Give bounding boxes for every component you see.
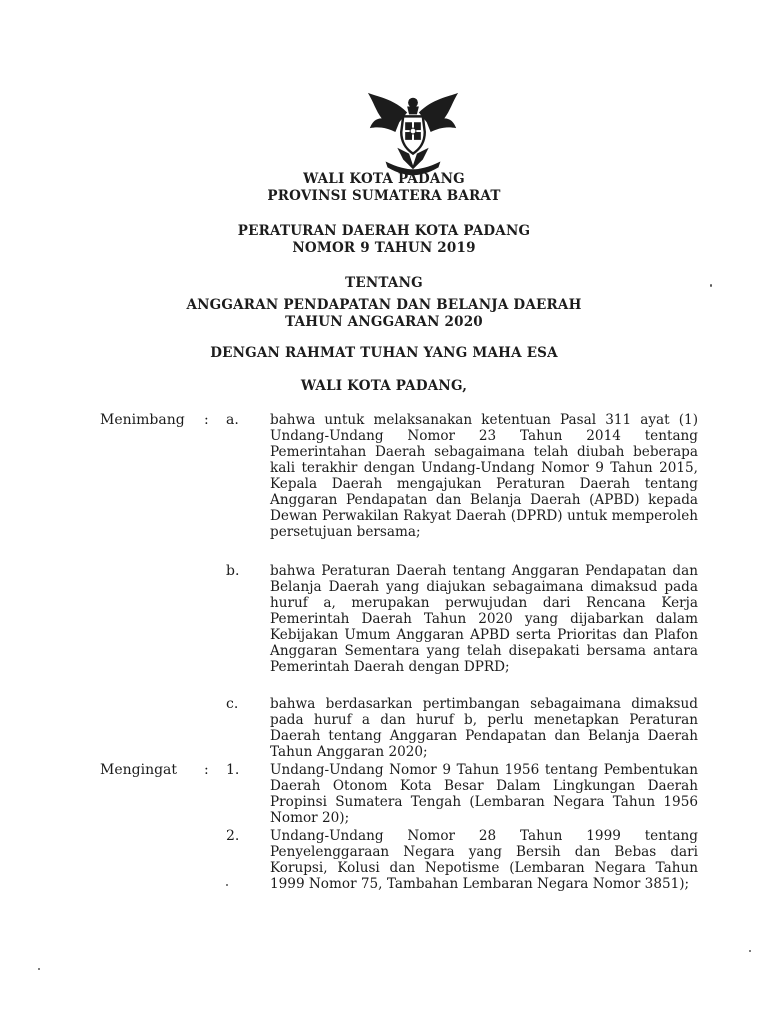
authority-line: WALI KOTA PADANG, [300,378,468,394]
invocation: DENGAN RAHMAT TUHAN YANG MAHA ESA [210,345,558,361]
scan-speck [710,284,712,287]
menimbang-colon: : [204,412,209,428]
tentang-heading: TENTANG [345,275,423,291]
regulation-title: PERATURAN DAERAH KOTA PADANG [237,223,531,239]
mengingat-colon: : [204,762,209,778]
mengingat-item-2: Undang-Undang Nomor 28 Tahun 1999 tentang Penyelenggaraan Negara yang Bersih dan Bebas dari Korupsi, Kolusi dan Nepotisme (Lembaran Negara Tahun 1999 Nomor 75, Tambahan Lembaran Negara Nomor 3851); [270,828,698,892]
menimbang-marker-c: c. [226,696,239,712]
mengingat-label: Mengingat [100,762,178,778]
menimbang-item-a: bahwa untuk melaksanakan ketentuan Pasal 311 ayat (1) Undang-Undang Nomor 23 Tahun 2014 tentang Pemerintahan Daerah sebagaimana telah diubah beberapa kali terakhir dengan Undang-Undang Nomor 9 Tahun 2015, Kepala Daerah mengajukan Peraturan Daerah tentang Anggaran Pendapatan dan Belanja Daerah (APBD) kepada Dewan Perwakilan Rakyat Daerah (DPRD) untuk memperoleh persetujuan bersama; [270,412,698,540]
mengingat-marker-2: 2. [226,828,240,844]
menimbang-marker-b: b. [226,563,240,579]
subject-line-1: ANGGARAN PENDAPATAN DAN BELANJA DAERAH [186,297,582,313]
menimbang-label: Menimbang [100,412,185,428]
menimbang-item-b: bahwa Peraturan Daerah tentang Anggaran Pendapatan dan Belanja Daerah yang diajukan sebagaimana dimaksud pada huruf a, merupakan perwujudan dari Rencana Kerja Pemerintah Daerah Tahun 2020 yang dijabarkan dalam Kebijakan Umum Anggaran APBD serta Prioritas dan Plafon Anggaran Sementara yang telah disepakati bersama antara Pemerintah Daerah dengan DPRD; [270,563,698,675]
scan-speck [749,950,751,952]
regulation-number: NOMOR 9 TAHUN 2019 [292,240,476,256]
garuda-emblem-icon [364,88,462,180]
header-line-1: WALI KOTA PADANG [303,171,465,187]
scan-speck [226,884,228,886]
mengingat-marker-1: 1. [226,762,240,778]
scan-speck [38,968,40,970]
menimbang-item-c: bahwa berdasarkan pertimbangan sebagaimana dimaksud pada huruf a dan huruf b, perlu menetapkan Peraturan Daerah tentang Anggaran Pendapatan dan Belanja Daerah Tahun Anggaran 2020; [270,696,698,760]
header-line-2: PROVINSI SUMATERA BARAT [267,188,501,204]
subject-line-2: TAHUN ANGGARAN 2020 [285,314,483,330]
mengingat-item-1: Undang-Undang Nomor 9 Tahun 1956 tentang Pembentukan Daerah Otonom Kota Besar Dalam Lingkungan Daerah Propinsi Sumatera Tengah (Lembaran Negara Tahun 1956 Nomor 20); [270,762,698,826]
menimbang-marker-a: a. [226,412,239,428]
